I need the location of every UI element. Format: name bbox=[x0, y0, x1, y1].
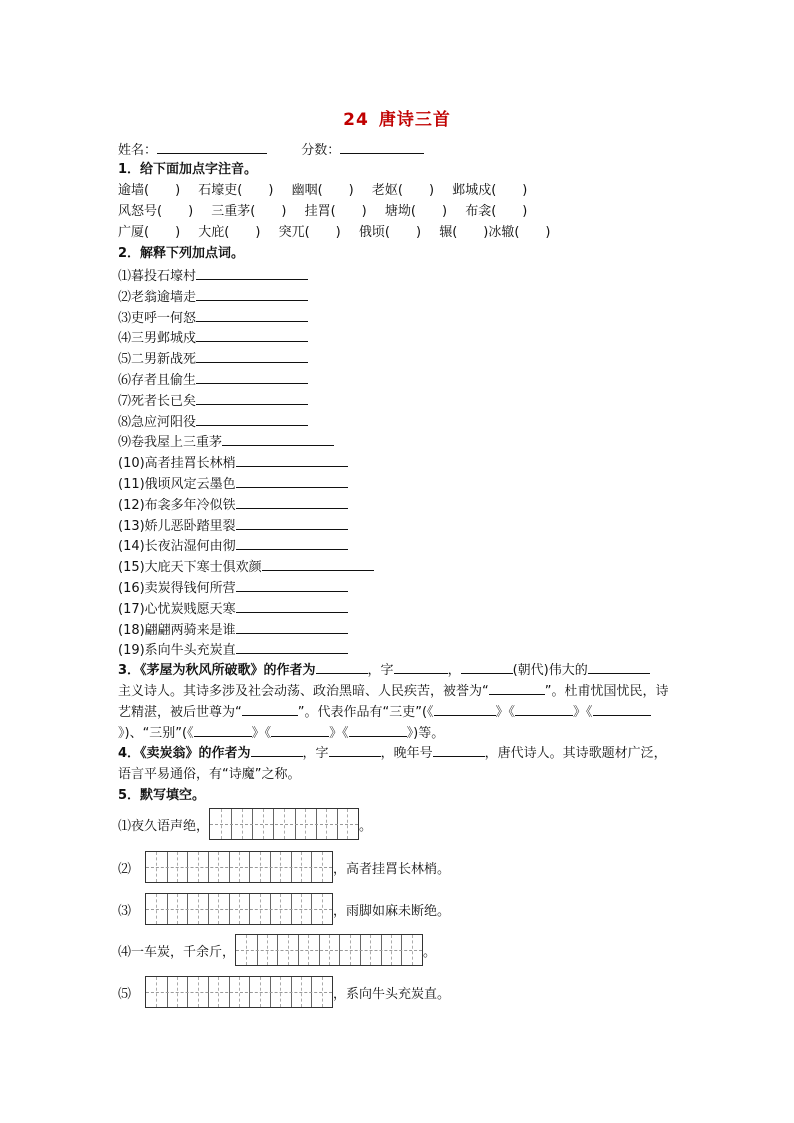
q3-text: 3．《茅屋为秋风所破歌》的作者为 bbox=[118, 663, 316, 678]
pinyin-item[interactable]: 老妪( ) bbox=[371, 183, 435, 198]
q2-item bbox=[118, 640, 348, 660]
q3-text: 》《 bbox=[251, 726, 272, 741]
blank[interactable] bbox=[394, 660, 448, 674]
q2-item-text: ⑶吏呼一何怒 bbox=[118, 310, 197, 326]
writing-grid[interactable] bbox=[209, 808, 359, 840]
q5-heading: 5．默写填空。 bbox=[118, 788, 206, 803]
blank[interactable] bbox=[461, 660, 513, 674]
q2-item-text: (15)大庇天下寒士俱欢颜 bbox=[118, 560, 262, 576]
answer-blank[interactable] bbox=[196, 391, 308, 405]
q2-item-text: (10)高者挂罥长林梢 bbox=[118, 456, 236, 472]
pinyin-item[interactable]: 幽咽( ) bbox=[291, 183, 354, 198]
pinyin-item[interactable]: 塘坳( ) bbox=[384, 204, 448, 219]
q2-item bbox=[118, 578, 348, 598]
grid-midline bbox=[146, 992, 332, 993]
q2-item bbox=[118, 412, 308, 432]
q2-item bbox=[118, 266, 308, 286]
q3-text: 》)等。 bbox=[406, 726, 445, 741]
blank[interactable] bbox=[251, 743, 303, 757]
q2-item bbox=[118, 474, 348, 494]
prompt-text: ，系向牛头充炭直。 bbox=[333, 986, 451, 1002]
pinyin-item[interactable]: 俄顷( ) bbox=[358, 225, 422, 240]
q3-text: 》《 bbox=[329, 726, 349, 741]
pinyin-item[interactable]: 三重茅( ) bbox=[211, 204, 287, 219]
q5-line-3 bbox=[118, 893, 450, 925]
q2-item-text: (11)俄顷风定云墨色 bbox=[118, 477, 236, 492]
q2-item bbox=[118, 516, 348, 536]
blank[interactable] bbox=[194, 723, 252, 737]
answer-blank[interactable] bbox=[236, 578, 348, 592]
pinyin-item[interactable]: 辗( )冰辙( ) bbox=[439, 225, 551, 240]
q1-row-1 bbox=[118, 182, 541, 200]
blank[interactable] bbox=[489, 681, 545, 695]
q2-item-text: ⑴暮投石壕村 bbox=[118, 269, 197, 284]
page-title bbox=[0, 105, 794, 130]
prompt-text: ，雨脚如麻未断绝。 bbox=[333, 903, 451, 919]
blank[interactable] bbox=[349, 723, 407, 737]
q2-item-text: (14)长夜沾湿何由彻 bbox=[118, 539, 236, 555]
q3-paragraph bbox=[118, 660, 678, 744]
q5-line-1 bbox=[118, 808, 372, 840]
q2-item-text: (13)娇儿恶卧踏里裂 bbox=[118, 518, 236, 534]
grid-midline bbox=[210, 824, 358, 825]
q2-item bbox=[118, 453, 348, 473]
q2-item-text: (16)卖炭得钱何所营 bbox=[118, 581, 236, 596]
answer-blank[interactable] bbox=[196, 328, 308, 342]
q3-text: ”。杜甫忧国忧民，诗艺精湛，被后世尊为“ bbox=[118, 684, 669, 720]
q1-row-2 bbox=[118, 203, 541, 221]
answer-blank[interactable] bbox=[236, 599, 348, 613]
q5-line-2 bbox=[118, 851, 450, 883]
q2-item bbox=[118, 308, 308, 328]
prompt-text: ⑸ bbox=[118, 986, 132, 1002]
prompt-text: ，高者挂罥长林梢。 bbox=[333, 861, 451, 877]
q2-item-text: ⑹存者且偷生 bbox=[118, 373, 197, 388]
q2-item bbox=[118, 557, 374, 577]
q3-text: 》《 bbox=[495, 705, 516, 720]
q3-text: 》)、“三别”(《 bbox=[118, 726, 194, 741]
name-label: 姓名： bbox=[118, 143, 158, 158]
q4-text: 4．《卖炭翁》的作者为 bbox=[118, 746, 251, 761]
q1-heading: 1．给下面加点字注音。 bbox=[118, 162, 258, 177]
q3-text: 主义诗人。其诗多涉及社会动荡、政治黑暗、人民疾苦，被誉为“ bbox=[118, 684, 489, 699]
q1-row-3 bbox=[118, 224, 564, 242]
answer-blank[interactable] bbox=[236, 453, 348, 467]
writing-grid[interactable] bbox=[145, 851, 333, 883]
blank[interactable] bbox=[434, 702, 496, 716]
q2-item bbox=[118, 536, 348, 556]
pinyin-item[interactable]: 风怒号( ) bbox=[118, 204, 194, 219]
q2-item-text: ⑸二男新战死 bbox=[118, 352, 197, 368]
answer-blank[interactable] bbox=[196, 266, 308, 280]
answer-blank[interactable] bbox=[196, 412, 308, 426]
q2-item-text: (19)系向牛头充炭直 bbox=[118, 643, 236, 659]
blank[interactable] bbox=[515, 702, 573, 716]
prompt-text: 。 bbox=[423, 944, 437, 960]
prompt-text: 。 bbox=[359, 818, 373, 834]
q2-item-text: ⑻急应河阳役 bbox=[118, 414, 197, 430]
q2-item-text: ⑺死者长已矣 bbox=[118, 393, 197, 409]
q2-item-text: ⑷三男邺城戍 bbox=[118, 331, 197, 347]
q2-item bbox=[118, 349, 308, 369]
q2-item bbox=[118, 620, 348, 640]
blank[interactable] bbox=[316, 660, 368, 674]
pinyin-item[interactable]: 大庇( ) bbox=[198, 225, 261, 240]
answer-blank[interactable] bbox=[262, 557, 374, 571]
q2-item bbox=[118, 495, 348, 515]
writing-grid[interactable] bbox=[235, 934, 423, 966]
answer-blank[interactable] bbox=[196, 287, 308, 301]
answer-blank[interactable] bbox=[236, 474, 348, 488]
header-row bbox=[118, 140, 424, 160]
pinyin-item[interactable]: 布衾( ) bbox=[465, 204, 528, 219]
answer-blank[interactable] bbox=[236, 495, 348, 509]
q2-item bbox=[118, 328, 308, 348]
pinyin-item[interactable]: 广厦( ) bbox=[118, 225, 181, 240]
q2-item-text: (12)布衾多年冷似铁 bbox=[118, 497, 236, 513]
name-blank[interactable] bbox=[157, 140, 267, 154]
blank[interactable] bbox=[271, 723, 329, 737]
q2-item-text: (18)翩翩两骑来是谁 bbox=[118, 622, 236, 638]
q2-item-text: ⑼卷我屋上三重茅 bbox=[118, 435, 223, 451]
answer-blank[interactable] bbox=[236, 620, 348, 634]
q2-item bbox=[118, 391, 308, 411]
q3-text: ，字 bbox=[367, 663, 394, 678]
q2-heading: 2．解释下列加点词。 bbox=[118, 246, 245, 261]
q2-item-text: ⑵老翁逾墙走 bbox=[118, 289, 197, 305]
writing-grid[interactable] bbox=[145, 976, 333, 1008]
answer-blank[interactable] bbox=[236, 640, 348, 654]
q4-text: ，唐代诗人。其诗歌题材广泛，语言平易通俗，有“诗魔”之称。 bbox=[118, 746, 667, 782]
blank[interactable] bbox=[433, 743, 485, 757]
grid-midline bbox=[236, 950, 422, 951]
q4-paragraph bbox=[118, 743, 678, 785]
score-blank[interactable] bbox=[340, 140, 424, 154]
lesson-title: 唐诗三首 bbox=[378, 110, 451, 130]
q2-item-text: (17)心忧炭贱愿天寒 bbox=[118, 601, 236, 617]
answer-blank[interactable] bbox=[196, 308, 308, 322]
prompt-text: ⑵ bbox=[118, 861, 132, 877]
answer-blank[interactable] bbox=[196, 370, 308, 384]
blank[interactable] bbox=[329, 743, 381, 757]
prompt-text: ⑶ bbox=[118, 903, 132, 919]
blank[interactable] bbox=[593, 702, 651, 716]
grid-midline bbox=[146, 867, 332, 868]
pinyin-item[interactable]: 挂罥( ) bbox=[304, 204, 367, 219]
q4-text: ，字 bbox=[302, 746, 329, 761]
q3-text: ， bbox=[447, 663, 461, 678]
lesson-number: 24 bbox=[343, 110, 369, 130]
q2-item bbox=[118, 287, 308, 307]
q2-item bbox=[118, 432, 334, 452]
q2-item bbox=[118, 599, 348, 619]
answer-blank[interactable] bbox=[222, 432, 334, 446]
pinyin-item[interactable]: 石壕吏( ) bbox=[198, 183, 274, 198]
q3-text: (朝代)伟大的 bbox=[512, 663, 588, 678]
answer-blank[interactable] bbox=[236, 536, 348, 550]
q4-text: ，晚年号 bbox=[380, 746, 433, 761]
blank[interactable] bbox=[242, 702, 298, 716]
q3-text: 》《 bbox=[573, 705, 593, 720]
q2-item bbox=[118, 370, 308, 390]
q5-line-4 bbox=[118, 934, 436, 966]
pinyin-item[interactable]: 邺城戍( ) bbox=[452, 183, 528, 198]
grid-midline bbox=[146, 909, 332, 910]
pinyin-item[interactable]: 突兀( ) bbox=[278, 225, 341, 240]
answer-blank[interactable] bbox=[196, 349, 308, 363]
blank[interactable] bbox=[588, 660, 650, 674]
q3-text: ”。代表作品有“三吏”(《 bbox=[297, 705, 434, 720]
answer-blank[interactable] bbox=[236, 516, 348, 530]
pinyin-item[interactable]: 逾墙( ) bbox=[118, 183, 181, 198]
score-label: 分数： bbox=[301, 143, 341, 158]
prompt-text: ⑴夜久语声绝， bbox=[118, 818, 210, 834]
prompt-text: ⑷一车炭，千余斤， bbox=[118, 944, 236, 960]
writing-grid[interactable] bbox=[145, 893, 333, 925]
q5-line-5 bbox=[118, 976, 450, 1008]
